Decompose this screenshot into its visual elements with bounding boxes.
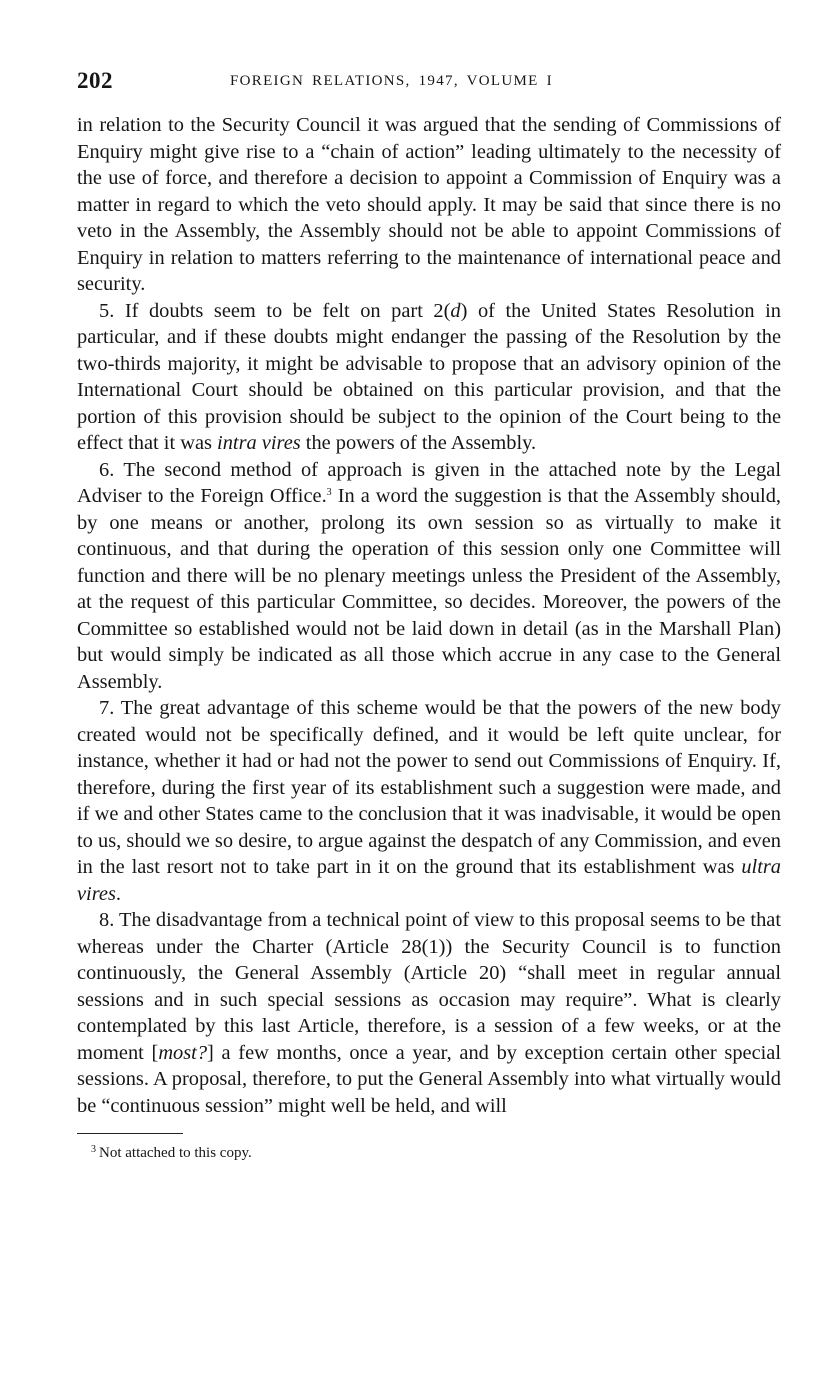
page-number: 202	[77, 68, 113, 93]
document-page	[77, 66, 781, 1163]
footnote-reference: 3	[326, 487, 332, 498]
paragraph-5	[77, 298, 781, 457]
footnote-text: Not attached to this copy.	[99, 1145, 252, 1161]
running-title: FOREIGN RELATIONS, 1947, VOLUME I	[230, 73, 553, 89]
running-head	[77, 66, 781, 100]
paragraph-text: 7. The great advantage of this scheme would be that the powers of the new body created would not be specifically defined, and it would be left quite unclear, for instance, whether it had or had not the power to send out Commissions of Enquiry. If, therefore, during the first year of its establishment such a suggestion were made, and if we and other States came to the conclusion that it was inadvisable, it would be open to us, should we so desire, to argue against the despatch of any Commission, and even in the last resort not to take part in it on the ground that its establishment was	[77, 697, 781, 878]
paragraph-text: ] a few months, once a year, and by exception certain other special sessions. A proposal, therefore, to put the General Assembly into what virtually would be “continuous session” might well be held, and will	[77, 1041, 782, 1117]
paragraph-6	[77, 457, 781, 696]
body-text	[77, 112, 781, 1119]
paragraph-text: ) of the United States Resolution in particular, and if these doubts might endanger the passing of the Resolution by the two-thirds majority, it might be advisable to propose that an advisory opinion of the International Court should be obtained on this particular provision, and that the portion of this provision should be subject to the opinion of the Court being to the effect that it was	[77, 299, 782, 454]
paragraph-7	[77, 695, 781, 907]
paragraph-text: 5. If doubts seem to be felt on part 2(	[99, 299, 451, 322]
paragraph-text: 6. The second method of approach is given in the attached note by the Legal Adviser to the Foreign Office.	[77, 458, 781, 507]
italic-text: d	[450, 299, 461, 322]
paragraph-continued	[77, 112, 781, 298]
italic-text: ultra vires	[77, 856, 781, 905]
italic-text: most?	[158, 1041, 208, 1064]
footnote	[91, 1143, 781, 1163]
italic-text: intra vires	[217, 432, 301, 454]
paragraph-8	[77, 907, 781, 1119]
paragraph-text: .	[115, 882, 121, 905]
paragraph-text: the powers of the Assembly.	[300, 432, 537, 454]
paragraph-text: 8. The disadvantage from a technical point of view to this proposal seems to be that whereas under the Charter (Article 28(1)) the Security Council is to function continuously, the General Assembly (Article 20) “shall meet in regular annual sessions and in such special sessions as occasion may require”. What is clearly contemplated by this last Article, therefore, is a session of a few weeks, or at the moment [	[77, 909, 781, 1064]
footnote-marker: 3	[91, 1144, 96, 1155]
footnote-divider	[77, 1133, 183, 1134]
paragraph-text: in relation to the Security Council it was argued that the sending of Commissions of Enquiry might give rise to a “chain of action” leading ultimately to the necessity of the use of force, and therefore a decision to appoint a Commission of Enquiry was a matter in regard to which the veto should apply. It may be said that since there is no veto in the Assembly, the Assembly should not be able to appoint Commissions of Enquiry in relation to matters referring to the maintenance of international peace and security.	[77, 114, 781, 295]
paragraph-text: In a word the suggestion is that the Assembly should, by one means or another, prolong its own session so as virtually to make it continuous, and that during the operation of this session only one Committee will function and there will be no plenary meetings unless the President of the Assembly, at the request of this particular Committee, so decides. Moreover, the powers of the Committee so established would not be laid down in detail (as in the Marshall Plan) but would simply be indicated as all those which accrue in any case to the General Assembly.	[77, 485, 782, 693]
